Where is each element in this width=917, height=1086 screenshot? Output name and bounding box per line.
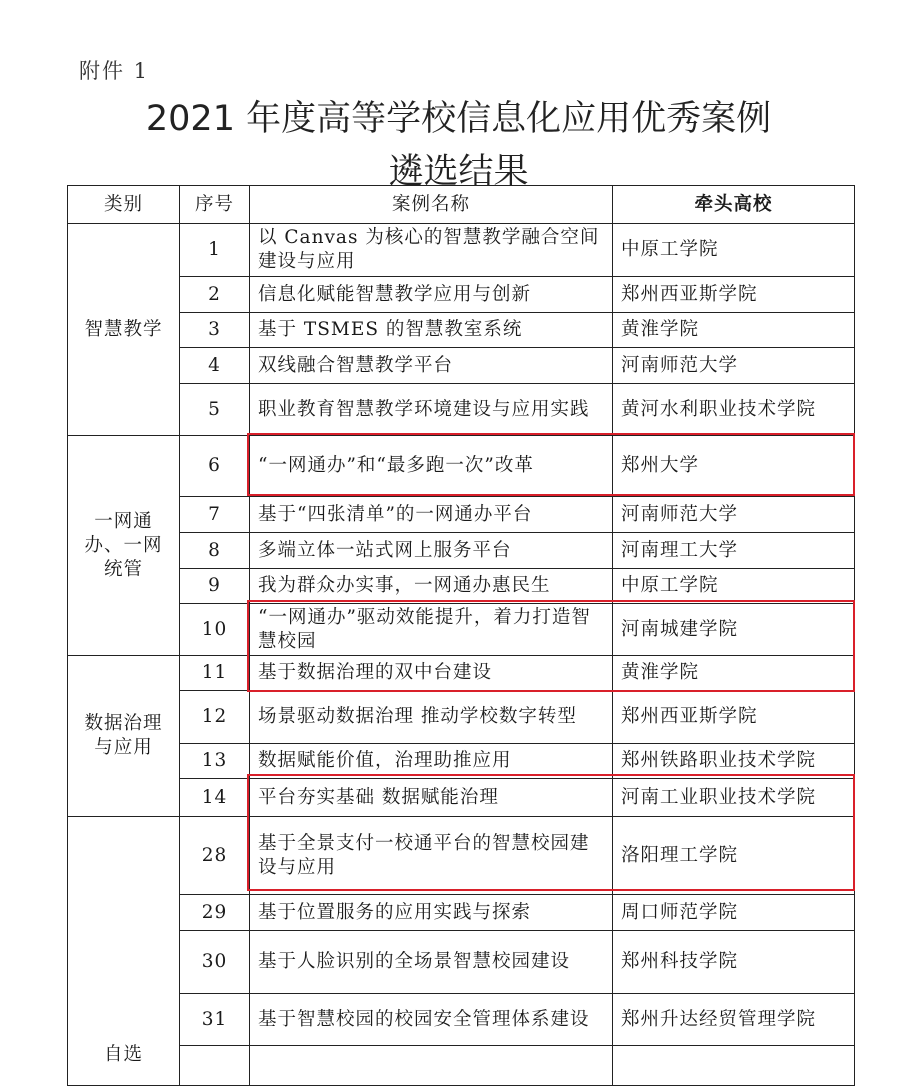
school-name: 郑州铁路职业技术学院 bbox=[613, 744, 855, 779]
row-number: 31 bbox=[180, 994, 250, 1046]
case-name: 数据赋能价值，治理助推应用 bbox=[250, 744, 613, 779]
case-name: 基于人脸识别的全场景智慧校园建设 bbox=[250, 931, 613, 994]
table-row bbox=[68, 817, 855, 895]
case-name: 平台夯实基础 数据赋能治理 bbox=[250, 779, 613, 817]
school-name: 郑州大学 bbox=[613, 436, 855, 497]
case-name: “一网通办”驱动效能提升，着力打造智慧校园 bbox=[250, 604, 613, 656]
school-name: 河南师范大学 bbox=[613, 348, 855, 384]
table-row bbox=[68, 533, 855, 569]
table-row bbox=[68, 604, 855, 656]
row-number: 11 bbox=[180, 656, 250, 691]
school-name: 郑州西亚斯学院 bbox=[613, 691, 855, 744]
table-header-row bbox=[68, 186, 855, 224]
table-row bbox=[68, 497, 855, 533]
attachment-label: 附件 1 bbox=[79, 59, 150, 83]
school-name: 黄河水利职业技术学院 bbox=[613, 384, 855, 436]
school-name: 河南师范大学 bbox=[613, 497, 855, 533]
row-number: 2 bbox=[180, 277, 250, 313]
category-self-selected: 自选 bbox=[68, 817, 180, 1086]
header-category: 类别 bbox=[68, 186, 180, 224]
school-name: 黄淮学院 bbox=[613, 656, 855, 691]
case-name: 职业教育智慧教学环境建设与应用实践 bbox=[250, 384, 613, 436]
case-name: 基于“四张清单”的一网通办平台 bbox=[250, 497, 613, 533]
case-name: 基于位置服务的应用实践与探索 bbox=[250, 895, 613, 931]
case-name: 基于数据治理的双中台建设 bbox=[250, 656, 613, 691]
row-number: 3 bbox=[180, 313, 250, 348]
row-number: 5 bbox=[180, 384, 250, 436]
row-number bbox=[180, 1046, 250, 1086]
header-school: 牵头高校 bbox=[613, 186, 855, 224]
row-number: 10 bbox=[180, 604, 250, 656]
table-row bbox=[68, 569, 855, 604]
case-name: 双线融合智慧教学平台 bbox=[250, 348, 613, 384]
row-number: 13 bbox=[180, 744, 250, 779]
row-number: 12 bbox=[180, 691, 250, 744]
table-row bbox=[68, 313, 855, 348]
case-name: “一网通办”和“最多跑一次”改革 bbox=[250, 436, 613, 497]
school-name: 河南理工大学 bbox=[613, 533, 855, 569]
case-name: 基于智慧校园的校园安全管理体系建设 bbox=[250, 994, 613, 1046]
case-name: 我为群众办实事，一网通办惠民生 bbox=[250, 569, 613, 604]
school-name: 郑州西亚斯学院 bbox=[613, 277, 855, 313]
table-row bbox=[68, 691, 855, 744]
table-row bbox=[68, 931, 855, 994]
table-row bbox=[68, 277, 855, 313]
table-row bbox=[68, 779, 855, 817]
table-row bbox=[68, 994, 855, 1046]
table-row bbox=[68, 1046, 855, 1086]
category-smart-teaching: 智慧教学 bbox=[68, 224, 180, 436]
school-name: 郑州科技学院 bbox=[613, 931, 855, 994]
school-name: 郑州升达经贸管理学院 bbox=[613, 994, 855, 1046]
case-name: 信息化赋能智慧教学应用与创新 bbox=[250, 277, 613, 313]
row-number: 29 bbox=[180, 895, 250, 931]
case-name: 场景驱动数据治理 推动学校数字转型 bbox=[250, 691, 613, 744]
row-number: 7 bbox=[180, 497, 250, 533]
case-name: 基于全景支付一校通平台的智慧校园建设与应用 bbox=[250, 817, 613, 895]
row-number: 1 bbox=[180, 224, 250, 277]
school-name: 洛阳理工学院 bbox=[613, 817, 855, 895]
case-name: 以 Canvas 为核心的智慧教学融合空间建设与应用 bbox=[250, 224, 613, 277]
school-name: 周口师范学院 bbox=[613, 895, 855, 931]
table-row bbox=[68, 384, 855, 436]
case-name bbox=[250, 1046, 613, 1086]
case-name: 多端立体一站式网上服务平台 bbox=[250, 533, 613, 569]
table-row bbox=[68, 744, 855, 779]
school-name: 中原工学院 bbox=[613, 569, 855, 604]
school-name bbox=[613, 1046, 855, 1086]
results-table bbox=[67, 185, 855, 1086]
school-name: 中原工学院 bbox=[613, 224, 855, 277]
row-number: 28 bbox=[180, 817, 250, 895]
document-title-line2: 遴选结果 bbox=[388, 152, 529, 192]
header-number: 序号 bbox=[180, 186, 250, 224]
header-case-name: 案例名称 bbox=[250, 186, 613, 224]
row-number: 30 bbox=[180, 931, 250, 994]
case-name: 基于 TSMES 的智慧教室系统 bbox=[250, 313, 613, 348]
school-name: 黄淮学院 bbox=[613, 313, 855, 348]
table-row bbox=[68, 348, 855, 384]
row-number: 4 bbox=[180, 348, 250, 384]
school-name: 河南城建学院 bbox=[613, 604, 855, 656]
row-number: 8 bbox=[180, 533, 250, 569]
category-data-governance: 数据治理与应用 bbox=[68, 656, 180, 817]
school-name: 河南工业职业技术学院 bbox=[613, 779, 855, 817]
row-number: 9 bbox=[180, 569, 250, 604]
row-number: 14 bbox=[180, 779, 250, 817]
table-row bbox=[68, 656, 855, 691]
document-title-line1: 2021 年度高等学校信息化应用优秀案例 bbox=[145, 99, 772, 139]
table-row bbox=[68, 436, 855, 497]
table-row bbox=[68, 224, 855, 277]
table-row bbox=[68, 895, 855, 931]
category-one-network: 一网通办、一网统管 bbox=[68, 436, 180, 656]
row-number: 6 bbox=[180, 436, 250, 497]
